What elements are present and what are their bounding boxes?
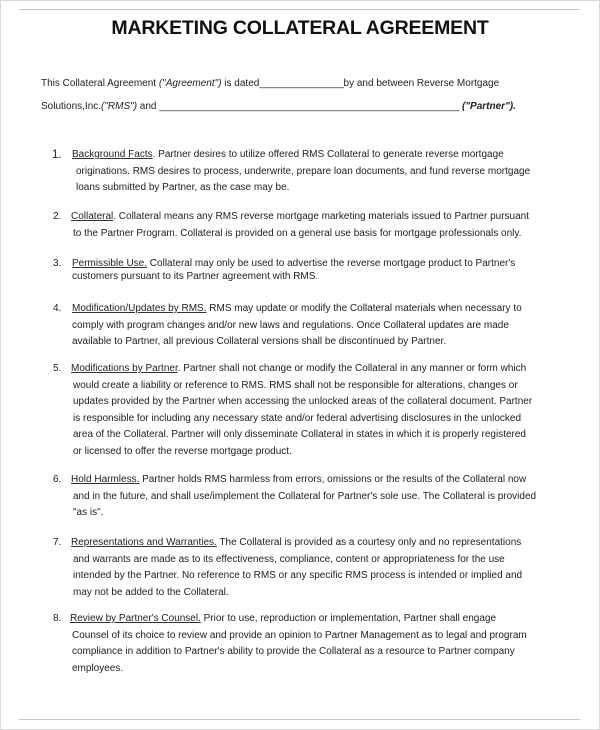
- intro-text: Solutions,Inc.: [41, 101, 102, 112]
- clause-line: compliance in addition to Partner's ability to provide the Collateral as a resource to Partner company: [72, 646, 515, 657]
- clause-line: [71, 535, 571, 552]
- clause-text: RMS may update or modify the Collateral materials when necessary to: [206, 303, 522, 314]
- clause-text: Prior to use, reproduction or implementation, Partner shall engage: [200, 613, 497, 624]
- partner-name-blank-field[interactable]: _________________________________________________________: [159, 101, 460, 112]
- date-blank-field[interactable]: ________________: [259, 78, 344, 89]
- clause-line: customers pursuant to its Partner agreement with RMS.: [72, 271, 319, 282]
- intro-text: and: [137, 101, 160, 112]
- clause-heading: Permissible Use.: [72, 258, 148, 269]
- clause-number: 1.: [52, 149, 62, 161]
- clause-line: "as is".: [73, 507, 104, 518]
- clause-heading: Representations and Warranties.: [71, 537, 217, 548]
- clause-line: [71, 209, 571, 226]
- clause-body: [71, 472, 571, 522]
- clause-line: loans submitted by Partner, as the case may be.: [76, 182, 290, 193]
- clause-number: 4.: [53, 303, 62, 314]
- clause-line: or licensed to offer the reverse mortgage product.: [73, 445, 292, 457]
- clause-line: [71, 361, 571, 378]
- clause-body: [70, 611, 570, 677]
- clause-line: is responsible for including any necessary state and/or federal advertising disclosures in the unlocked: [73, 412, 522, 424]
- clause-heading: Background Facts: [72, 149, 153, 160]
- clause-line: employees.: [72, 662, 124, 674]
- clause-heading: Modifications by Partner: [71, 363, 178, 374]
- clause-body: [71, 209, 571, 242]
- intro-text: This Collateral Agreement: [41, 78, 159, 89]
- clause-line: and in the future, and shall use/implement the Collateral for Partner's sole use. The Collateral is provided: [73, 490, 537, 502]
- clause-line: [72, 147, 572, 164]
- clause-line: originations. RMS desires to process, underwrite, prepare loan documents, and fund reverse mortgage: [76, 165, 531, 177]
- clause-text: . Partner shall not change or modify the Collateral in any manner or form which: [177, 363, 527, 374]
- clause-heading: Modification/Updates by RMS.: [72, 303, 207, 314]
- clause-line: would create a liability or reference to RMS. RMS shall not be responsible for alterations, changes or: [73, 379, 518, 391]
- clause-number: 2.: [53, 211, 62, 222]
- intro-line-1: [41, 78, 499, 89]
- clause-number: 8.: [53, 613, 62, 624]
- rms-term: ("RMS"): [101, 101, 138, 112]
- agreement-term: ("Agreement"): [158, 78, 222, 89]
- clause-body: [71, 361, 571, 460]
- clause-line: updates provided by the Partner when accessing the unlocked areas of the collateral document. Partner: [73, 396, 533, 407]
- clause-text: Collateral may only be used to advertise the reverse mortgage product to Partner's: [147, 258, 516, 269]
- clause-number: 3.: [53, 258, 62, 269]
- clause-body: [72, 301, 572, 351]
- clause-number: 6.: [53, 474, 62, 485]
- clause-line: [72, 257, 572, 270]
- document-title: MARKETING COLLATERAL AGREEMENT: [111, 17, 489, 39]
- clause-text: Partner holds RMS harmless from errors, omissions or the results of the Collateral now: [139, 474, 527, 485]
- clause-text: . Collateral means any RMS reverse mortgage marketing materials issued to Partner pursuant: [113, 211, 529, 222]
- clause-line: intended by the Partner. No reference to RMS or any specific RMS process is intended or implied and: [73, 570, 523, 581]
- clause-number: 7.: [53, 537, 62, 548]
- clause-line: may not be added to the Collateral.: [73, 586, 229, 598]
- intro-line-2: [41, 101, 516, 112]
- top-rule-divider: [19, 9, 580, 10]
- clause-text: . Partner desires to utilize offered RMS Collateral to generate reverse mortgage: [152, 149, 504, 160]
- clause-body: [72, 147, 572, 197]
- intro-text: is dated: [221, 78, 260, 89]
- clause-body: [72, 257, 572, 283]
- clause-text: The Collateral is provided as a courtesy only and no representations: [216, 537, 522, 548]
- clause-line: area of the Collateral. Partner will only disseminate Collateral in states in which it is properly registered: [73, 429, 526, 440]
- intro-text: by and between Reverse Mortgage: [343, 78, 500, 89]
- clause-line: to the Partner Program. Collateral is provided on a general use basis for mortgage professionals only.: [73, 227, 522, 239]
- clause-line: comply with program changes and/or new laws and regulations. Once Collateral updates are made: [72, 319, 509, 331]
- partner-term: ("Partner").: [461, 101, 516, 112]
- clause-line: and warrants are made as to its effectiveness, compliance, content or appropriateness for the use: [73, 553, 505, 565]
- clause-line: [72, 301, 572, 318]
- clause-line: [70, 611, 570, 628]
- bottom-rule-divider: [19, 719, 580, 720]
- clause-line: available to Partner, all previous Collateral versions shall be discontinued by Partner.: [72, 336, 447, 347]
- clause-body: [71, 535, 571, 601]
- clause-number: 5.: [53, 363, 62, 374]
- clause-line: [71, 472, 571, 489]
- clause-line: Counsel of its choice to review and provide an opinion to Partner Management as to legal and program: [72, 629, 527, 641]
- clause-heading: Hold Harmless.: [71, 474, 140, 485]
- clause-heading: Review by Partner's Counsel.: [70, 613, 201, 624]
- clause-heading: Collateral: [71, 211, 114, 222]
